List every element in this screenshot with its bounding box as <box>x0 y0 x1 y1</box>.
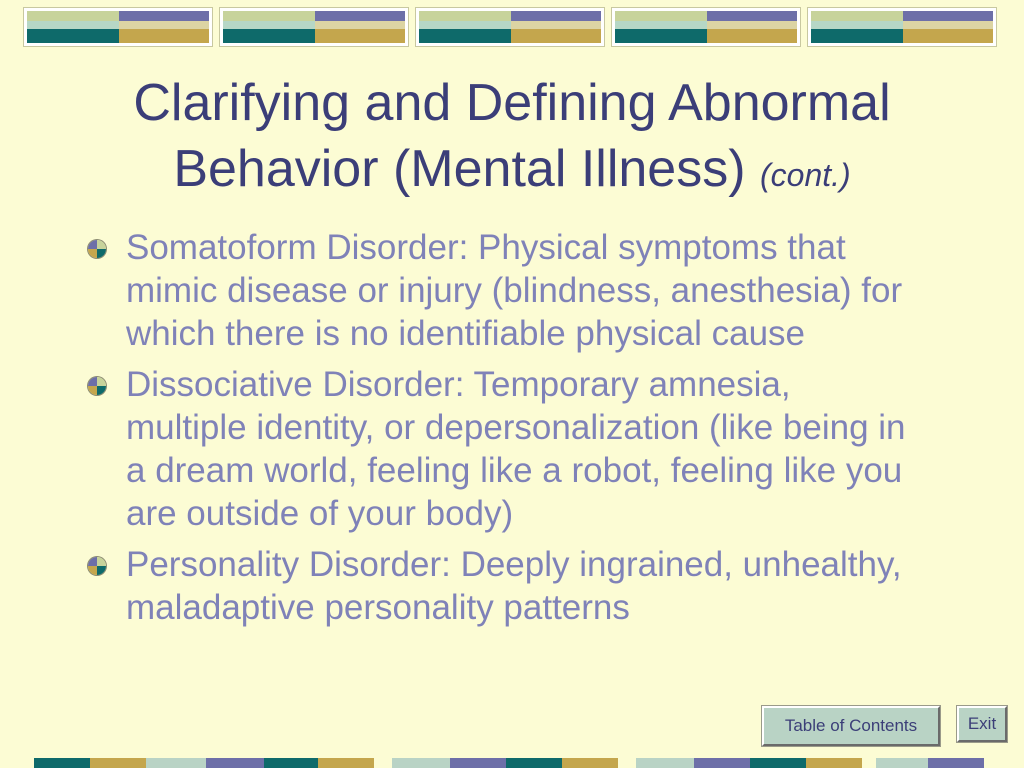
bullet-list <box>88 226 918 637</box>
bottom-decorative-band <box>0 758 1024 768</box>
quad-bullet-icon <box>88 557 106 575</box>
slide-title-main: Clarifying and Defining Abnormal Behavior (Mental Illness) <box>133 74 891 198</box>
top-decorative-band <box>0 0 1024 52</box>
slide-title <box>40 70 984 208</box>
table-of-contents-button[interactable]: Table of Contents <box>762 706 940 746</box>
bullet-item <box>88 543 918 629</box>
decorative-block <box>24 8 212 46</box>
quad-bullet-icon <box>88 377 106 395</box>
decorative-block <box>808 8 996 46</box>
decorative-block <box>416 8 604 46</box>
decorative-block <box>220 8 408 46</box>
quad-bullet-icon <box>88 240 106 258</box>
bullet-item <box>88 363 918 535</box>
exit-button[interactable]: Exit <box>957 706 1007 742</box>
bullet-item <box>88 226 918 355</box>
decorative-block <box>612 8 800 46</box>
bullet-text: Dissociative Disorder: Temporary amnesia, multiple identity, or depersonalization (like being in a dream world, feeling like a robot, feeling like you are outside of your body) <box>126 365 906 533</box>
slide-title-suffix: (cont.) <box>760 157 851 193</box>
bullet-text: Somatoform Disorder: Physical symptoms that mimic disease or injury (blindness, anesthesia) for which there is no identifiable physical cause <box>126 228 903 353</box>
bullet-text: Personality Disorder: Deeply ingrained, unhealthy, maladaptive personality patterns <box>126 545 902 627</box>
